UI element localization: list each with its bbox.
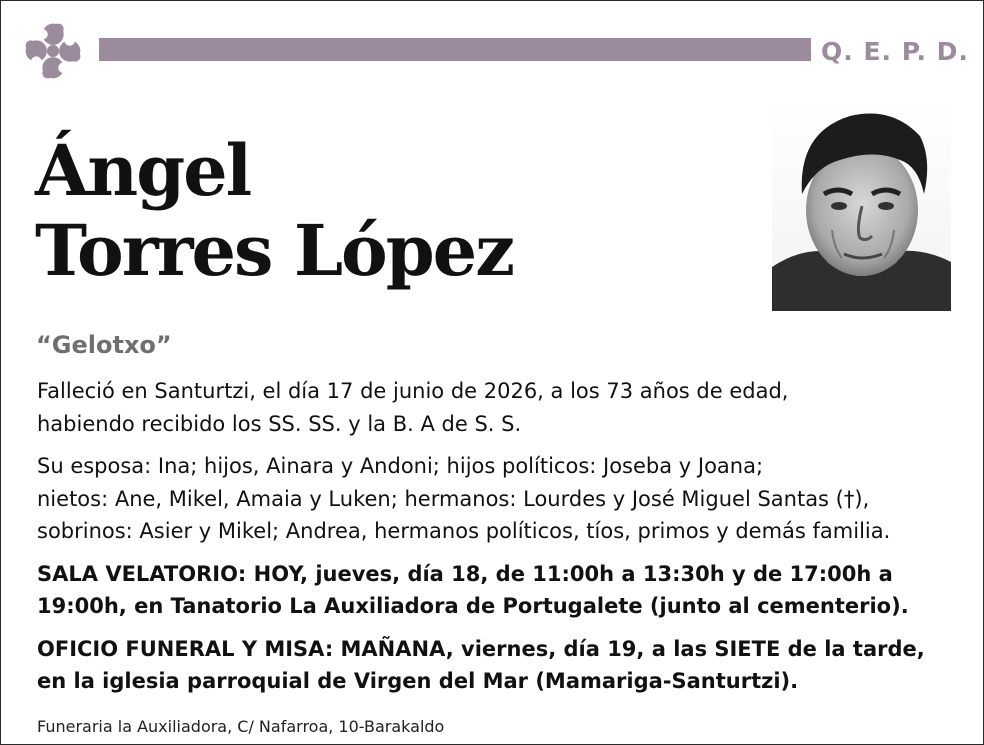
wake-line: SALA VELATORIO: HOY, jueves, día 18, de 11:00h a 13:30h y de 17:00h a	[37, 561, 893, 586]
wake-line: 19:00h, en Tanatorio La Auxiliadora de Portugalete (junto al cementerio).	[37, 594, 909, 618]
first-name: Ángel	[35, 129, 251, 212]
qepd-heading: Q. E. P. D.	[821, 37, 969, 66]
family-paragraph	[37, 450, 957, 548]
funeral-line: en la iglesia parroquial de Virgen del Mar (Mamariga-Santurtzi).	[37, 669, 799, 693]
family-line: nietos: Ane, Mikel, Amaia y Luken; hermanos: Lourdes y José Miguel Santas (†),	[37, 486, 870, 511]
death-line: habiendo recibido los SS. SS. y la B. A de S. S.	[37, 411, 522, 436]
death-paragraph	[37, 375, 957, 440]
family-line: Su esposa: Ina; hijos, Ainara y Andoni; hijos políticos: Joseba y Joana;	[37, 454, 764, 478]
funeral-paragraph	[37, 633, 957, 698]
deceased-name	[35, 131, 513, 291]
header-bar	[99, 38, 811, 61]
portrait-photo	[772, 102, 951, 311]
nickname: “Gelotxo”	[36, 331, 172, 359]
lauburu-icon	[15, 13, 91, 89]
funeral-home-footer: Funeraria la Auxiliadora, C/ Nafarroa, 10-Barakaldo	[37, 717, 445, 736]
wake-paragraph	[37, 558, 957, 623]
death-line: Falleció en Santurtzi, el día 17 de junio de 2026, a los 73 años de edad,	[37, 379, 789, 403]
family-line: sobrinos: Asier y Mikel; Andrea, hermanos políticos, tíos, primos y demás familia.	[37, 519, 891, 543]
notice-body	[37, 375, 957, 708]
last-names: Torres López	[35, 209, 513, 292]
funeral-line: OFICIO FUNERAL Y MISA: MAÑANA, viernes, día 19, a las SIETE de la tarde,	[37, 636, 925, 661]
